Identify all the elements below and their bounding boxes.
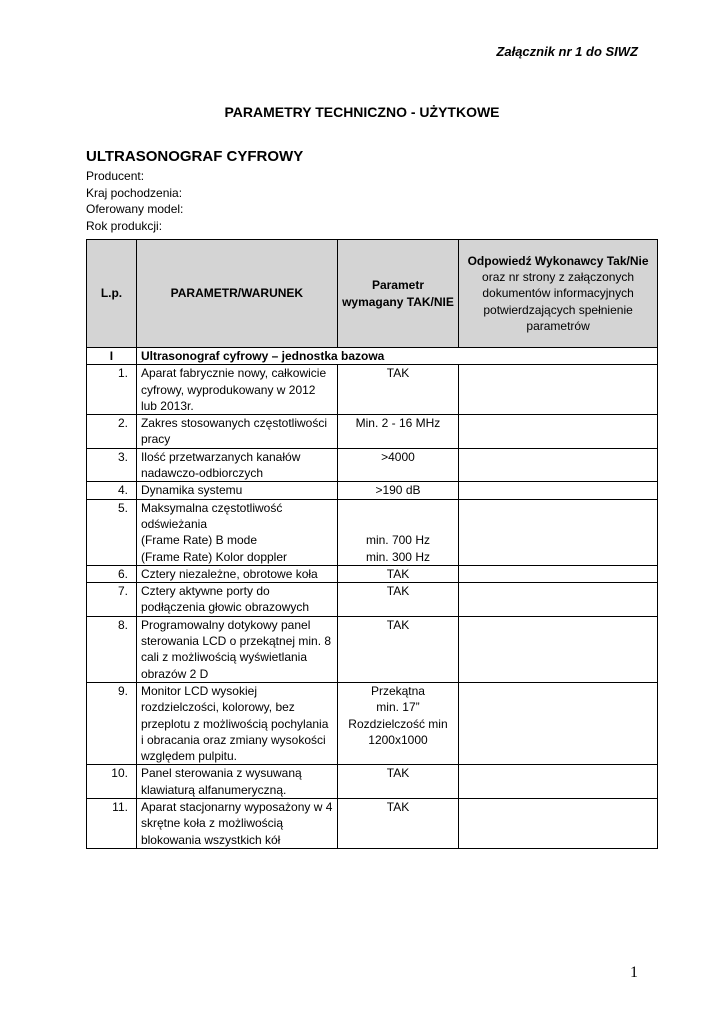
row-response[interactable] — [459, 499, 658, 565]
producer-label: Producent: — [86, 169, 145, 183]
page-title: PARAMETRY TECHNICZNO - UŻYTKOWE — [224, 104, 500, 120]
header-lp: L.p. — [87, 240, 137, 348]
table-row — [87, 565, 658, 582]
row-parameter: Dynamika systemu — [136, 482, 337, 499]
table-row — [87, 415, 658, 449]
row-parameter: Monitor LCD wysokiej rozdzielczości, kolorowy, bez przeplotu z możliwością pochylania i obracania oraz zmiany wysokości względem pulpitu. — [136, 682, 337, 764]
row-parameter: Aparat stacjonarny wyposażony w 4 skrętne koła z możliwością blokowania wszystkich kół — [136, 799, 337, 849]
table-row — [87, 682, 658, 764]
header-param: PARAMETR/WARUNEK — [136, 240, 337, 348]
header-response — [459, 240, 658, 348]
row-number: 6. — [87, 565, 137, 582]
device-meta — [86, 168, 183, 234]
row-parameter: Maksymalna częstotliwość odświeżania (Frame Rate) B mode (Frame Rate) Kolor doppler — [136, 499, 337, 565]
table-row — [87, 616, 658, 682]
parameters-table — [86, 239, 658, 849]
row-number: 5. — [87, 499, 137, 565]
table-row — [87, 365, 658, 415]
row-required: TAK — [337, 365, 458, 415]
row-required: Przekątna min. 17” Rozdzielczość min 1200x1000 — [337, 682, 458, 764]
table-row — [87, 499, 658, 565]
table-row — [87, 583, 658, 617]
row-response[interactable] — [459, 415, 658, 449]
row-required: TAK — [337, 583, 458, 617]
table-row — [87, 799, 658, 849]
section-number: I — [87, 348, 137, 365]
table-row — [87, 765, 658, 799]
row-required: TAK — [337, 565, 458, 582]
row-parameter: Aparat fabrycznie nowy, całkowicie cyfrowy, wyprodukowany w 2012 lub 2013r. — [136, 365, 337, 415]
model-label: Oferowany model: — [86, 202, 184, 216]
header-response-bold: Odpowiedź Wykonawcy Tak/Nie — [467, 253, 649, 268]
row-parameter: Panel sterowania z wysuwaną klawiaturą alfanumeryczną. — [136, 765, 337, 799]
row-number: 2. — [87, 415, 137, 449]
row-required: Min. 2 - 16 MHz — [337, 415, 458, 449]
row-response[interactable] — [459, 448, 658, 482]
row-parameter: Cztery niezależne, obrotowe koła — [136, 565, 337, 582]
row-response[interactable] — [459, 682, 658, 764]
row-required: TAK — [337, 799, 458, 849]
row-response[interactable] — [459, 616, 658, 682]
row-parameter: Ilość przetwarzanych kanałów nadawczo-odbiorczych — [136, 448, 337, 482]
row-response[interactable] — [459, 482, 658, 499]
row-required: >4000 — [337, 448, 458, 482]
row-response[interactable] — [459, 765, 658, 799]
row-parameter: Zakres stosowanych częstotliwości pracy — [136, 415, 337, 449]
row-response[interactable] — [459, 799, 658, 849]
row-number: 7. — [87, 583, 137, 617]
page-number: 1 — [630, 964, 638, 981]
row-response[interactable] — [459, 565, 658, 582]
table-row — [87, 448, 658, 482]
header-response-rest: oraz nr strony z załączonych dokumentów informacyjnych potwierdzających spełnienie parametrów — [482, 270, 635, 333]
row-number: 10. — [87, 765, 137, 799]
section-row — [87, 348, 658, 365]
row-required: min. 700 Hz min. 300 Hz — [337, 499, 458, 565]
country-label: Kraj pochodzenia: — [86, 185, 183, 200]
row-parameter: Cztery aktywne porty do podłączenia głowic obrazowych — [136, 583, 337, 617]
table-row — [87, 482, 658, 499]
row-required: TAK — [337, 765, 458, 799]
row-required: TAK — [337, 616, 458, 682]
row-number: 4. — [87, 482, 137, 499]
row-response[interactable] — [459, 583, 658, 617]
row-number: 8. — [87, 616, 137, 682]
header-required: Parametr wymagany TAK/NIE — [337, 240, 458, 348]
row-number: 9. — [87, 682, 137, 764]
row-number: 1. — [87, 365, 137, 415]
annex-label: Załącznik nr 1 do SIWZ — [496, 44, 638, 59]
row-parameter: Programowalny dotykowy panel sterowania LCD o przekątnej min. 8 cali z możliwością wyświetlania obrazów 2 D — [136, 616, 337, 682]
row-response[interactable] — [459, 365, 658, 415]
section-label: Ultrasonograf cyfrowy – jednostka bazowa — [136, 348, 657, 365]
device-heading: ULTRASONOGRAF CYFROWY — [86, 148, 304, 165]
year-label: Rok produkcji: — [86, 218, 163, 233]
row-number: 11. — [87, 799, 137, 849]
row-number: 3. — [87, 448, 137, 482]
row-required: >190 dB — [337, 482, 458, 499]
